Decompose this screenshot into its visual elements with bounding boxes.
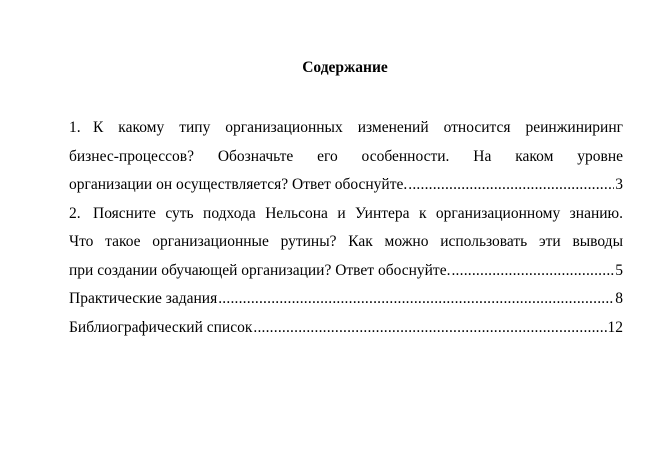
toc-entry-1-number: 1. (69, 119, 81, 136)
toc-entry-1-line-1 (69, 114, 623, 143)
toc-title: Содержание (302, 59, 388, 76)
dot-leader (451, 257, 614, 286)
toc-entry-2-text-2: Что такое организационные рутины? Как можно использовать эти выводы (69, 233, 623, 250)
toc-entry-4-text: Библиографический список (69, 318, 253, 336)
toc-entry-2-line-3[interactable] (69, 257, 623, 286)
dot-leader (218, 285, 614, 314)
toc-entry-1-line-3[interactable] (69, 171, 623, 200)
toc-entry-1-page: 3 (615, 176, 623, 193)
toc-entry-2-text-3: при создании обучающей организации? Ответ обоснуйте. (69, 261, 451, 279)
table-of-contents (69, 114, 623, 342)
dot-leader (408, 171, 614, 200)
toc-entry-1-text-2: бизнес-процессов? Обозначьте его особенности. На каком уровне (69, 147, 623, 165)
toc-entry-1-text-1: К какому типу организационных изменений относится реинжиниринг (93, 119, 623, 136)
toc-entry-4-page: 12 (607, 318, 623, 336)
toc-entry-2-page: 5 (615, 261, 623, 279)
toc-entry-3-page: 8 (615, 290, 623, 307)
toc-entry-2-number: 2. (69, 204, 81, 222)
toc-entry-1-text-3: организации он осуществляется? Ответ обоснуйте. (69, 176, 408, 193)
toc-entry-3[interactable] (69, 285, 623, 314)
toc-entry-2-text-1: Поясните суть подхода Нельсона и Уинтера к организационному знанию. (93, 204, 623, 222)
toc-entry-2-line-1 (69, 200, 623, 229)
toc-entry-2-line-2 (69, 228, 623, 257)
dot-leader (253, 314, 606, 343)
toc-entry-3-text: Практические задания (69, 290, 218, 307)
toc-entry-4[interactable] (69, 314, 623, 343)
toc-entry-1-line-2 (69, 143, 623, 172)
